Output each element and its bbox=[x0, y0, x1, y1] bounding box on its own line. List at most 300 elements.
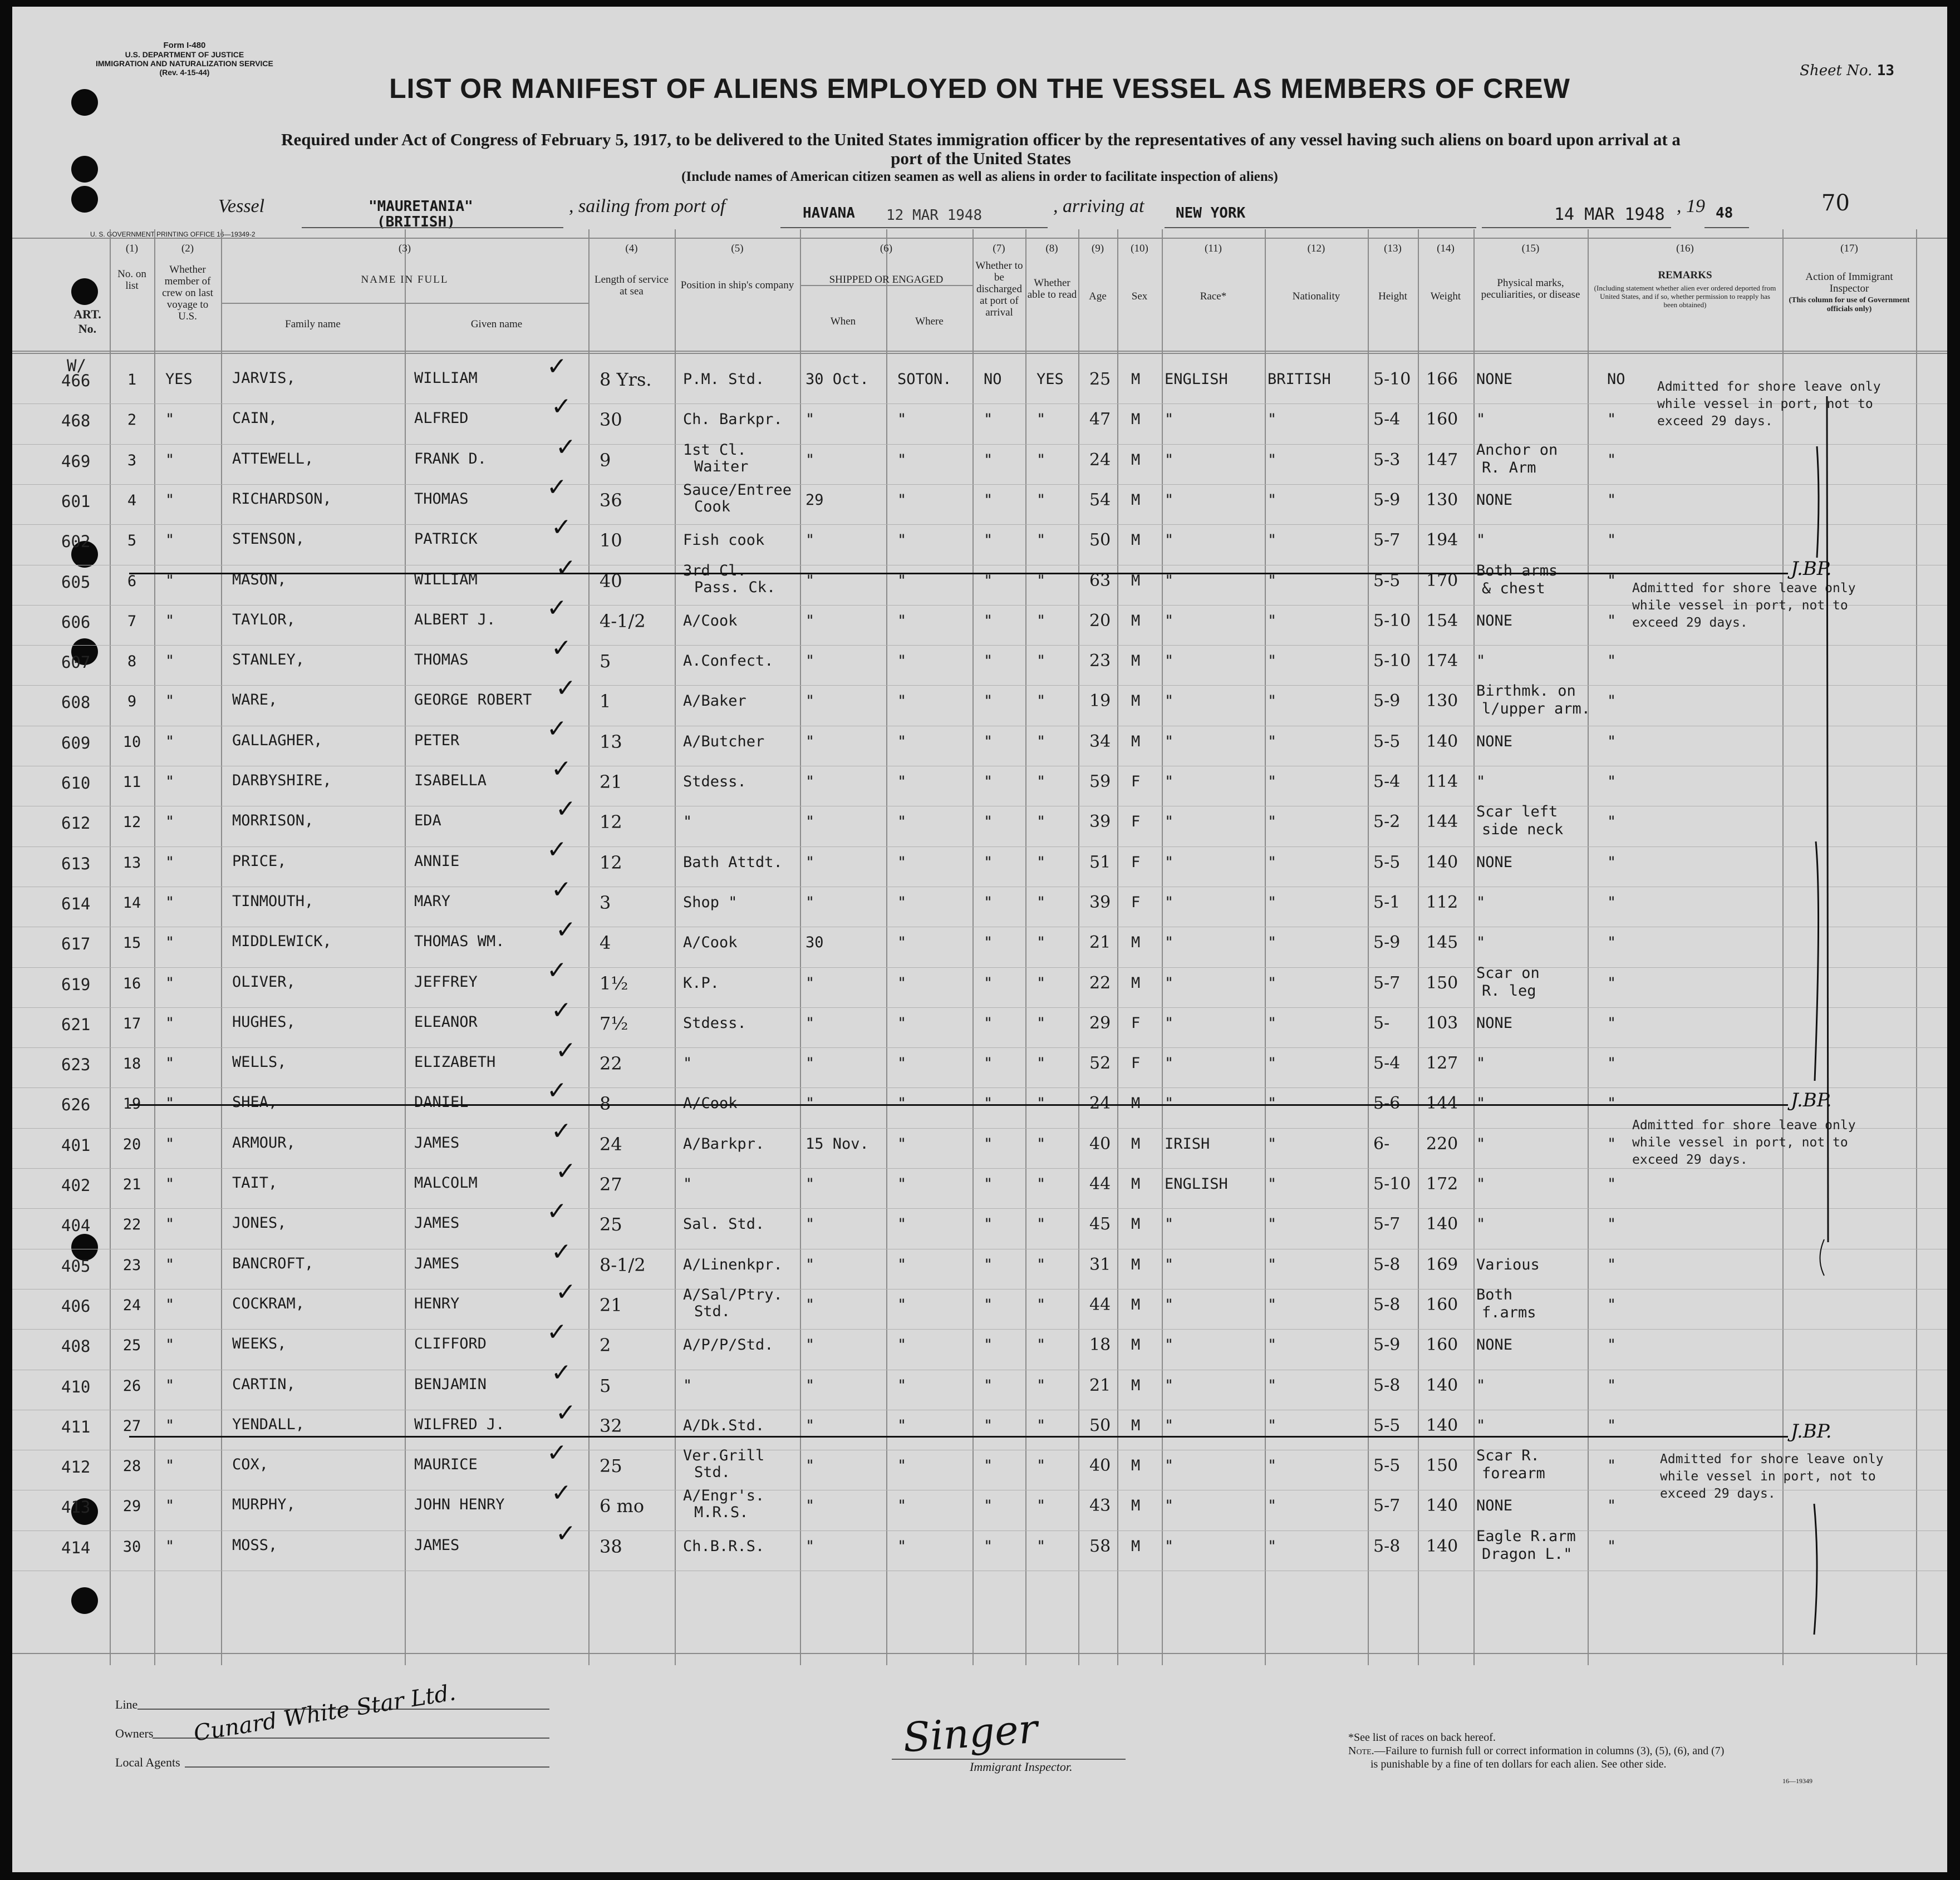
last-voyage-cell: " bbox=[165, 1215, 175, 1233]
given-name-cell: ALBERT J. bbox=[414, 611, 496, 628]
shipped-when-cell: " bbox=[805, 1497, 815, 1515]
height-cell: 5-10 bbox=[1373, 370, 1411, 389]
weight-cell: 140 bbox=[1426, 1214, 1458, 1234]
position-cell: A/P/P/Std. bbox=[683, 1336, 774, 1354]
race-cell: " bbox=[1165, 1376, 1174, 1394]
given-name-cell: JAMES bbox=[414, 1134, 460, 1151]
remarks-cell: " bbox=[1607, 934, 1617, 952]
shipped-when-cell: 15 Nov. bbox=[805, 1135, 869, 1153]
art-number: 414 bbox=[61, 1538, 91, 1557]
line-number: 20 bbox=[122, 1135, 141, 1153]
race-cell: ENGLISH bbox=[1165, 1175, 1228, 1193]
age-cell: 45 bbox=[1089, 1214, 1111, 1234]
age-cell: 58 bbox=[1089, 1536, 1111, 1556]
line-number: 13 bbox=[122, 854, 141, 872]
given-name-cell: MAURICE bbox=[414, 1456, 478, 1474]
line-number: 5 bbox=[127, 532, 137, 550]
family-name-cell: CARTIN, bbox=[232, 1375, 296, 1393]
can-read-cell: " bbox=[1037, 1215, 1046, 1233]
race-cell: " bbox=[1165, 1416, 1174, 1434]
height-cell: 5-5 bbox=[1373, 852, 1401, 872]
race-cell: " bbox=[1165, 411, 1174, 429]
age-cell: 22 bbox=[1089, 973, 1111, 993]
can-read-cell: " bbox=[1037, 1175, 1046, 1193]
discharged-cell: " bbox=[984, 773, 993, 790]
family-name-cell: JONES, bbox=[232, 1214, 287, 1232]
weight-cell: 150 bbox=[1426, 973, 1458, 993]
art-number: 408 bbox=[61, 1337, 91, 1356]
year-value: 48 bbox=[1716, 205, 1733, 222]
family-name-cell: MIDDLEWICK, bbox=[232, 933, 332, 951]
family-name-cell: YENDALL, bbox=[232, 1415, 305, 1433]
last-voyage-cell: " bbox=[165, 531, 175, 549]
col-11-header: Race* bbox=[1200, 291, 1227, 302]
race-cell: " bbox=[1165, 773, 1174, 790]
shipped-when-cell: " bbox=[805, 853, 815, 871]
position-cell: Stdess. bbox=[683, 1014, 746, 1032]
remarks-cell: " bbox=[1607, 1175, 1617, 1193]
col-9-number: (9) bbox=[1091, 243, 1104, 254]
shipped-when-cell: " bbox=[805, 1095, 815, 1113]
sex-cell: F bbox=[1131, 1014, 1141, 1032]
age-cell: 39 bbox=[1089, 812, 1111, 832]
art-number: 404 bbox=[61, 1216, 91, 1236]
can-read-cell: " bbox=[1037, 692, 1046, 710]
can-read-cell: " bbox=[1037, 813, 1046, 831]
physical-marks-cell-line-2: side neck bbox=[1482, 821, 1564, 839]
row-rule bbox=[12, 645, 1947, 646]
remarks-cell: " bbox=[1607, 1014, 1617, 1032]
shipped-where-cell: " bbox=[897, 1457, 907, 1475]
weight-cell: 220 bbox=[1426, 1134, 1458, 1154]
shipped-when-cell: " bbox=[805, 1175, 815, 1193]
shipped-when-cell: " bbox=[805, 773, 815, 790]
form-rev: (Rev. 4-15-44) bbox=[159, 68, 210, 77]
height-cell: 5-10 bbox=[1373, 1174, 1411, 1194]
family-name-cell: CAIN, bbox=[232, 410, 278, 427]
last-voyage-cell: " bbox=[165, 692, 175, 710]
sex-cell: M bbox=[1131, 692, 1141, 710]
family-name-cell: STANLEY, bbox=[232, 651, 305, 669]
physical-marks-cell: " bbox=[1476, 411, 1486, 429]
height-cell: 5-8 bbox=[1373, 1254, 1401, 1274]
last-voyage-cell: " bbox=[165, 934, 175, 952]
can-read-cell: " bbox=[1037, 1416, 1046, 1434]
strike-line-row-26 bbox=[129, 1436, 1788, 1438]
given-name-cell: ELIZABETH bbox=[414, 1054, 496, 1071]
art-number: 612 bbox=[61, 814, 91, 833]
position-cell: A/Cook bbox=[683, 934, 738, 952]
art-number: 468 bbox=[61, 411, 91, 431]
printing-office: U. S. GOVERNMENT PRINTING OFFICE 16—19349-2 bbox=[90, 230, 256, 238]
line-number: 15 bbox=[122, 934, 141, 952]
shipped-where-cell: " bbox=[897, 572, 907, 589]
remarks-cell: NO bbox=[1607, 371, 1625, 388]
physical-marks-cell-line-2: forearm bbox=[1482, 1465, 1545, 1483]
weight-cell: 194 bbox=[1426, 530, 1458, 550]
discharged-cell: " bbox=[984, 652, 993, 670]
check-mark: ✓ bbox=[551, 1116, 572, 1145]
given-name-cell: ELEANOR bbox=[414, 1013, 478, 1031]
position-cell: A/Dk.Std. bbox=[683, 1416, 765, 1434]
art-number: 613 bbox=[61, 854, 91, 873]
shipped-where-cell: " bbox=[897, 612, 907, 629]
nationality-cell: " bbox=[1268, 1416, 1277, 1434]
given-name-cell: JOHN HENRY bbox=[414, 1496, 505, 1514]
sex-cell: F bbox=[1131, 853, 1141, 871]
art-number: 405 bbox=[61, 1256, 91, 1276]
service-cell: 3 bbox=[600, 892, 611, 913]
check-mark: ✓ bbox=[551, 1358, 572, 1387]
height-cell: 5-9 bbox=[1373, 490, 1401, 510]
remarks-cell: " bbox=[1607, 491, 1617, 509]
weight-cell: 127 bbox=[1426, 1054, 1458, 1074]
height-cell: 5-10 bbox=[1373, 611, 1411, 631]
nationality-cell: " bbox=[1268, 1135, 1277, 1153]
weight-cell: 147 bbox=[1426, 450, 1458, 470]
last-voyage-cell: " bbox=[165, 1014, 175, 1032]
line-number: 1 bbox=[127, 371, 137, 388]
art-number: 401 bbox=[61, 1135, 91, 1155]
shipped-when-cell: " bbox=[805, 411, 815, 429]
col-17-subheader: (This column for use of Government officials only) bbox=[1789, 296, 1910, 313]
position-cell: Shop " bbox=[683, 893, 738, 911]
line-number: 7 bbox=[127, 612, 137, 630]
given-name-cell: ANNIE bbox=[414, 852, 460, 870]
check-mark: ✓ bbox=[551, 392, 572, 421]
weight-cell: 160 bbox=[1426, 410, 1458, 430]
shipped-when-cell: " bbox=[805, 1296, 815, 1313]
local-agents-label: Local Agents bbox=[115, 1755, 180, 1769]
service-cell: 21 bbox=[600, 771, 622, 793]
art-number: 605 bbox=[61, 572, 91, 592]
race-cell: " bbox=[1165, 1256, 1174, 1273]
height-cell: 5-7 bbox=[1373, 1214, 1401, 1234]
height-cell: 5-5 bbox=[1373, 1415, 1401, 1435]
col-12-header: Nationality bbox=[1292, 291, 1340, 302]
physical-marks-cell: Eagle R.arm bbox=[1476, 1527, 1576, 1545]
check-mark: ✓ bbox=[556, 674, 576, 703]
height-cell: 5-9 bbox=[1373, 933, 1401, 953]
race-cell: " bbox=[1165, 531, 1174, 549]
service-cell: 40 bbox=[600, 570, 622, 592]
sex-cell: F bbox=[1131, 893, 1141, 911]
can-read-cell: YES bbox=[1037, 371, 1064, 388]
given-name-cell: JAMES bbox=[414, 1536, 460, 1554]
shipped-where-cell: " bbox=[897, 1537, 907, 1555]
check-mark: ✓ bbox=[556, 1519, 576, 1548]
sail-date: 12 MAR 1948 bbox=[886, 207, 983, 224]
given-name-cell: JAMES bbox=[414, 1214, 460, 1232]
position-cell: A/Baker bbox=[683, 692, 746, 710]
shipped-where-cell: " bbox=[897, 934, 907, 952]
physical-marks-cell: " bbox=[1476, 1135, 1486, 1153]
nationality-cell: " bbox=[1268, 652, 1277, 670]
weight-cell: 145 bbox=[1426, 933, 1458, 953]
family-name-cell: TAIT, bbox=[232, 1174, 278, 1192]
can-read-cell: " bbox=[1037, 1457, 1046, 1475]
physical-marks-cell: " bbox=[1476, 531, 1486, 549]
subtitle bbox=[135, 130, 1827, 168]
position-cell: Stdess. bbox=[683, 773, 746, 790]
height-cell: 5-8 bbox=[1373, 1536, 1401, 1556]
art-number: 610 bbox=[61, 774, 91, 793]
weight-cell: 169 bbox=[1426, 1254, 1458, 1274]
age-cell: 59 bbox=[1089, 772, 1111, 791]
last-voyage-cell: " bbox=[165, 1497, 175, 1515]
race-cell: " bbox=[1165, 1055, 1174, 1072]
shipped-when-cell: " bbox=[805, 1215, 815, 1233]
weight-cell: 140 bbox=[1426, 1375, 1458, 1395]
height-cell: 5-8 bbox=[1373, 1375, 1401, 1395]
nationality-cell: " bbox=[1268, 572, 1277, 589]
discharged-cell: " bbox=[984, 1416, 993, 1434]
discharged-cell: " bbox=[984, 1296, 993, 1313]
physical-marks-cell: NONE bbox=[1476, 491, 1513, 509]
page-title: LIST OR MANIFEST OF ALIENS EMPLOYED ON THE VESSEL AS MEMBERS OF CREW bbox=[389, 73, 1570, 104]
sex-cell: M bbox=[1131, 974, 1141, 992]
line-number: 14 bbox=[122, 894, 141, 912]
line-number: 28 bbox=[122, 1458, 141, 1475]
can-read-cell: " bbox=[1037, 1296, 1046, 1313]
row-rule bbox=[12, 484, 1947, 485]
check-mark: ✓ bbox=[547, 1197, 567, 1226]
shipped-where-cell: " bbox=[897, 893, 907, 911]
line-number: 12 bbox=[122, 814, 141, 831]
service-cell: 10 bbox=[600, 530, 622, 552]
art-number: 609 bbox=[61, 733, 91, 752]
race-cell: ENGLISH bbox=[1165, 371, 1228, 388]
col-3b-header: Given name bbox=[470, 318, 523, 330]
check-mark: ✓ bbox=[556, 1398, 576, 1427]
col-17-number: (17) bbox=[1840, 243, 1858, 254]
physical-marks-cell-line-2: R. Arm bbox=[1482, 459, 1536, 476]
given-name-cell: THOMAS WM. bbox=[414, 933, 505, 951]
shipped-where-cell: " bbox=[897, 1175, 907, 1193]
service-cell: 27 bbox=[600, 1174, 622, 1195]
weight-cell: 174 bbox=[1426, 651, 1458, 671]
remarks-cell: " bbox=[1607, 692, 1617, 710]
inspector-label: Immigrant Inspector. bbox=[970, 1760, 1073, 1774]
col-15-header: Physical marks, peculiarities, or disease bbox=[1481, 277, 1580, 301]
row-rule bbox=[12, 1208, 1947, 1209]
line-number: 8 bbox=[127, 653, 137, 671]
family-name-cell: TINMOUTH, bbox=[232, 892, 314, 910]
service-cell: 9 bbox=[600, 449, 611, 471]
physical-marks-cell: NONE bbox=[1476, 732, 1513, 750]
shipped-where-cell: " bbox=[897, 853, 907, 871]
age-cell: 44 bbox=[1089, 1295, 1111, 1315]
shipped-where-cell: " bbox=[897, 813, 907, 831]
shipped-where-cell: " bbox=[897, 692, 907, 710]
physical-marks-cell: Both arms bbox=[1476, 562, 1558, 579]
given-name-cell: PATRICK bbox=[414, 530, 478, 548]
shipped-when-cell: " bbox=[805, 451, 815, 469]
race-cell: " bbox=[1165, 491, 1174, 509]
last-voyage-cell: " bbox=[165, 813, 175, 831]
art-number: 411 bbox=[61, 1417, 91, 1436]
line-number: 22 bbox=[122, 1216, 141, 1234]
sex-cell: M bbox=[1131, 1256, 1141, 1273]
col-14-number: (14) bbox=[1437, 243, 1455, 254]
given-name-cell: WILFRED J. bbox=[414, 1415, 505, 1433]
last-voyage-cell: " bbox=[165, 853, 175, 871]
line-number: 3 bbox=[127, 451, 137, 469]
race-cell: IRISH bbox=[1165, 1135, 1210, 1153]
col-4-header: Length of service at sea bbox=[595, 274, 669, 297]
weight-cell: 140 bbox=[1426, 1415, 1458, 1435]
race-cell: " bbox=[1165, 1095, 1174, 1113]
height-cell: 5-5 bbox=[1373, 731, 1401, 751]
last-voyage-cell: " bbox=[165, 612, 175, 629]
race-cell: " bbox=[1165, 732, 1174, 750]
last-voyage-cell: " bbox=[165, 1457, 175, 1475]
races-note: *See list of races on back hereof. bbox=[1348, 1731, 1496, 1744]
sex-cell: M bbox=[1131, 652, 1141, 670]
age-cell: 29 bbox=[1089, 1013, 1111, 1033]
shipped-where-cell: SOTON. bbox=[897, 371, 952, 388]
sex-cell: M bbox=[1131, 1135, 1141, 1153]
admitted-stamp: Admitted for shore leave only while vessel in port, not to exceed 29 days. bbox=[1657, 380, 1881, 429]
check-mark: ✓ bbox=[556, 1277, 576, 1306]
physical-marks-cell: " bbox=[1476, 1215, 1486, 1233]
height-cell: 5-4 bbox=[1373, 1054, 1401, 1074]
discharged-cell: " bbox=[984, 1014, 993, 1032]
shipped-where-cell: " bbox=[897, 1376, 907, 1394]
inspector-signature: Singer bbox=[901, 1705, 1039, 1761]
last-voyage-cell: " bbox=[165, 1537, 175, 1555]
position-cell: " bbox=[683, 1055, 692, 1072]
service-cell: 8-1/2 bbox=[600, 1254, 646, 1276]
given-name-cell: FRANK D. bbox=[414, 450, 487, 467]
line-number: 17 bbox=[122, 1015, 141, 1032]
height-cell: 5-7 bbox=[1373, 973, 1401, 993]
age-cell: 19 bbox=[1089, 691, 1111, 711]
nationality-cell: " bbox=[1268, 853, 1277, 871]
row-rule bbox=[12, 1329, 1947, 1330]
line-number: 30 bbox=[122, 1538, 141, 1556]
can-read-cell: " bbox=[1037, 451, 1046, 469]
discharged-cell: " bbox=[984, 1457, 993, 1475]
sex-cell: M bbox=[1131, 1416, 1141, 1434]
family-name-cell: TAYLOR, bbox=[232, 611, 296, 628]
shipped-when-cell: " bbox=[805, 1457, 815, 1475]
nationality-cell: " bbox=[1268, 612, 1277, 629]
remarks-cell: " bbox=[1607, 612, 1617, 629]
position-cell: Ch. Barkpr. bbox=[683, 411, 783, 429]
position-cell-line-2: Cook bbox=[694, 498, 731, 515]
line-number: 4 bbox=[127, 491, 137, 509]
can-read-cell: " bbox=[1037, 934, 1046, 952]
subnote: (Include names of American citizen seamen as well as aliens in order to facilitate inspection of aliens) bbox=[681, 169, 1278, 184]
check-mark: ✓ bbox=[547, 593, 567, 622]
col-6-header: SHIPPED OR ENGAGED bbox=[829, 274, 944, 286]
last-voyage-cell: " bbox=[165, 652, 175, 670]
age-cell: 39 bbox=[1089, 892, 1111, 912]
discharged-cell: " bbox=[984, 974, 993, 992]
family-name-cell: JARVIS, bbox=[232, 370, 296, 387]
height-cell: 5-1 bbox=[1373, 892, 1401, 912]
family-name-cell: WEEKS, bbox=[232, 1335, 287, 1353]
check-mark: ✓ bbox=[556, 1157, 576, 1185]
nationality-cell: " bbox=[1268, 1175, 1277, 1193]
given-name-cell: CLIFFORD bbox=[414, 1335, 487, 1353]
service-cell: 5 bbox=[600, 1375, 611, 1396]
row-rule bbox=[12, 1087, 1947, 1088]
col-9-header: Age bbox=[1089, 291, 1107, 302]
can-read-cell: " bbox=[1037, 491, 1046, 509]
discharged-cell: " bbox=[984, 1256, 993, 1273]
check-mark: ✓ bbox=[551, 634, 572, 663]
age-cell: 63 bbox=[1089, 570, 1111, 590]
col-16-header: REMARKS bbox=[1658, 269, 1712, 281]
race-cell: " bbox=[1165, 572, 1174, 589]
row-rule bbox=[12, 685, 1947, 686]
shipped-when-cell: 30 bbox=[805, 934, 824, 952]
sex-cell: M bbox=[1131, 451, 1141, 469]
last-voyage-cell: " bbox=[165, 491, 175, 509]
art-number: 619 bbox=[61, 975, 91, 994]
check-mark: ✓ bbox=[547, 714, 567, 743]
nationality-cell: " bbox=[1268, 1095, 1277, 1113]
col-4-number: (4) bbox=[625, 243, 638, 254]
nationality-cell: " bbox=[1268, 1256, 1277, 1273]
vessel-flag: (BRITISH) bbox=[377, 214, 455, 230]
race-cell: " bbox=[1165, 1336, 1174, 1354]
physical-marks-cell: " bbox=[1476, 1175, 1486, 1193]
nationality-cell: " bbox=[1268, 1014, 1277, 1032]
age-cell: 24 bbox=[1089, 1094, 1111, 1114]
height-cell: 5-9 bbox=[1373, 691, 1401, 711]
family-name-cell: ATTEWELL, bbox=[232, 450, 314, 467]
discharged-cell: " bbox=[984, 1336, 993, 1354]
art-number: 614 bbox=[61, 894, 91, 913]
shipped-where-cell: " bbox=[897, 773, 907, 790]
physical-marks-cell: " bbox=[1476, 652, 1486, 670]
line-number: 6 bbox=[127, 572, 137, 590]
last-voyage-cell: " bbox=[165, 1055, 175, 1072]
remarks-cell: " bbox=[1607, 1256, 1617, 1273]
sailing-label: , sailing from port of bbox=[569, 196, 726, 216]
family-name-cell: SHEA, bbox=[232, 1094, 278, 1111]
remarks-cell: " bbox=[1607, 652, 1617, 670]
col-10-number: (10) bbox=[1131, 243, 1148, 254]
weight-cell: 103 bbox=[1426, 1013, 1458, 1033]
sex-cell: F bbox=[1131, 1055, 1141, 1072]
position-cell: 3rd Cl. bbox=[683, 562, 746, 579]
can-read-cell: " bbox=[1037, 1095, 1046, 1113]
shipped-where-cell: " bbox=[897, 1336, 907, 1354]
age-cell: 52 bbox=[1089, 1054, 1111, 1074]
age-cell: 40 bbox=[1089, 1134, 1111, 1154]
height-cell: 5- bbox=[1373, 1013, 1390, 1033]
art-number: 608 bbox=[61, 693, 91, 712]
weight-cell: 160 bbox=[1426, 1295, 1458, 1315]
discharged-cell: " bbox=[984, 934, 993, 952]
family-name-cell: MASON, bbox=[232, 570, 287, 588]
weight-cell: 170 bbox=[1426, 570, 1458, 590]
remarks-cell: " bbox=[1607, 813, 1617, 831]
service-cell: 6 mo bbox=[600, 1495, 645, 1517]
age-cell: 47 bbox=[1089, 410, 1111, 430]
port-to: NEW YORK bbox=[1176, 205, 1246, 222]
can-read-cell: " bbox=[1037, 732, 1046, 750]
check-mark: ✓ bbox=[551, 875, 572, 904]
position-cell-line-2: Waiter bbox=[694, 457, 749, 475]
race-cell: " bbox=[1165, 652, 1174, 670]
position-cell: Sauce/Entree bbox=[683, 481, 792, 499]
last-voyage-cell: " bbox=[165, 1135, 175, 1153]
